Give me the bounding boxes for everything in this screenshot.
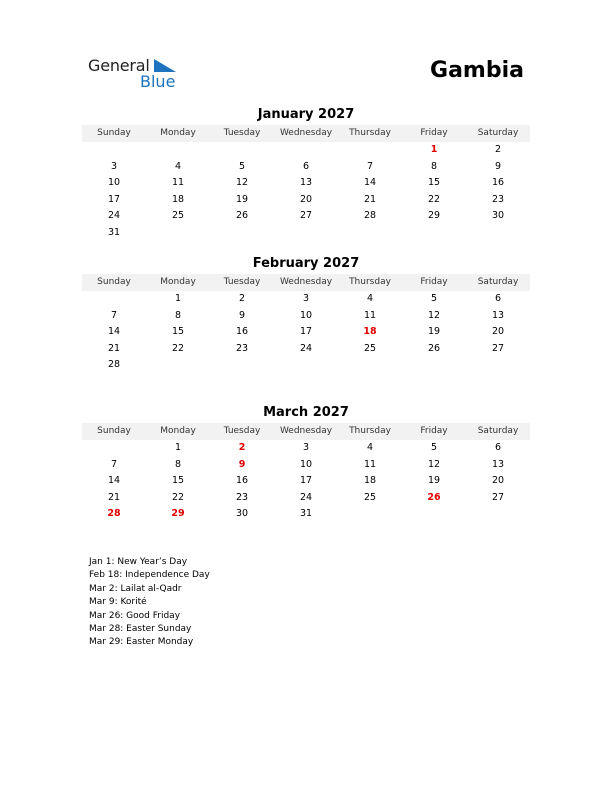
date-cell: 30 bbox=[491, 210, 505, 222]
date-cell: 17 bbox=[299, 326, 313, 338]
month-title: January 2027 bbox=[257, 107, 355, 122]
holiday-date-cell: 18 bbox=[363, 326, 377, 338]
week-row bbox=[82, 341, 530, 358]
date-cell: 16 bbox=[235, 475, 249, 487]
month-title: February 2027 bbox=[252, 256, 360, 271]
weekday-label: Friday bbox=[420, 277, 448, 287]
date-cell: 2 bbox=[238, 293, 246, 304]
date-cell bbox=[210, 225, 274, 242]
week-row bbox=[82, 457, 530, 474]
week-row bbox=[82, 324, 530, 341]
generalblue-logo bbox=[88, 56, 188, 92]
holiday-list-item: Mar 2: Lailat al-Qadr bbox=[89, 583, 182, 594]
date-cell bbox=[338, 142, 402, 159]
weekday-label: Wednesday bbox=[279, 426, 333, 436]
date-cell: 6 bbox=[302, 160, 310, 172]
holiday-date-cell: 1 bbox=[430, 144, 438, 155]
date-cell: 20 bbox=[299, 193, 313, 205]
date-cell bbox=[146, 357, 210, 374]
holiday-date-cell: 2 bbox=[238, 442, 246, 453]
date-cell: 6 bbox=[494, 442, 502, 453]
date-cell: 25 bbox=[363, 342, 377, 354]
weekday-label: Monday bbox=[160, 128, 196, 138]
date-cell: 8 bbox=[174, 309, 182, 321]
date-cell bbox=[146, 142, 210, 159]
date-cell: 27 bbox=[491, 342, 505, 354]
date-cell: 20 bbox=[491, 326, 505, 338]
date-cell bbox=[338, 357, 402, 374]
date-cell: 19 bbox=[427, 326, 441, 338]
date-cell bbox=[466, 506, 530, 523]
date-cell bbox=[82, 440, 146, 457]
date-cell: 5 bbox=[430, 442, 438, 453]
date-cell: 13 bbox=[491, 309, 505, 321]
date-cell bbox=[274, 225, 338, 242]
month-calendar bbox=[82, 256, 530, 374]
date-cell bbox=[210, 357, 274, 374]
date-cell: 21 bbox=[107, 491, 121, 503]
date-cell: 23 bbox=[235, 491, 249, 503]
date-cell: 11 bbox=[363, 309, 377, 321]
date-cell: 23 bbox=[491, 193, 505, 205]
holiday-list-item: Feb 18: Independence Day bbox=[89, 570, 210, 581]
date-cell: 14 bbox=[363, 177, 377, 189]
date-cell bbox=[338, 225, 402, 242]
date-cell: 25 bbox=[363, 491, 377, 503]
country-title: Gambia bbox=[430, 58, 524, 83]
weekday-label: Saturday bbox=[477, 277, 519, 287]
weekday-label: Thursday bbox=[349, 128, 391, 138]
logo-text-general: General bbox=[88, 56, 150, 75]
weekday-label: Wednesday bbox=[279, 128, 333, 138]
date-cell: 12 bbox=[427, 458, 441, 470]
week-row bbox=[82, 490, 530, 507]
holiday-date-cell: 9 bbox=[238, 458, 246, 470]
date-cell: 10 bbox=[299, 309, 313, 321]
date-cell bbox=[82, 142, 146, 159]
week-row bbox=[82, 225, 530, 242]
date-cell: 4 bbox=[174, 160, 182, 172]
date-cell: 25 bbox=[171, 210, 185, 222]
date-cell: 22 bbox=[427, 193, 441, 205]
week-row bbox=[82, 159, 530, 176]
month-calendar bbox=[82, 405, 530, 523]
weekday-label: Saturday bbox=[477, 426, 519, 436]
date-cell: 24 bbox=[299, 491, 313, 503]
month-title: March 2027 bbox=[263, 405, 349, 420]
weekday-label: Tuesday bbox=[223, 277, 261, 287]
date-cell: 21 bbox=[363, 193, 377, 205]
date-cell: 10 bbox=[299, 458, 313, 470]
date-cell: 27 bbox=[491, 491, 505, 503]
date-cell: 5 bbox=[238, 160, 246, 172]
date-cell: 11 bbox=[171, 177, 185, 189]
date-cell bbox=[338, 506, 402, 523]
date-cell: 22 bbox=[171, 491, 185, 503]
date-cell: 14 bbox=[107, 475, 121, 487]
date-cell: 7 bbox=[110, 309, 118, 321]
week-row bbox=[82, 357, 530, 374]
date-cell: 27 bbox=[299, 210, 313, 222]
month-calendar bbox=[82, 107, 530, 242]
logo-text-blue: Blue bbox=[140, 72, 176, 91]
week-row bbox=[82, 208, 530, 225]
weekday-label: Friday bbox=[420, 426, 448, 436]
date-cell: 3 bbox=[110, 160, 118, 172]
week-row bbox=[82, 473, 530, 490]
date-cell: 26 bbox=[427, 342, 441, 354]
date-cell: 15 bbox=[171, 475, 185, 487]
week-row bbox=[82, 506, 530, 523]
date-cell: 21 bbox=[107, 342, 121, 354]
weekday-label: Wednesday bbox=[279, 277, 333, 287]
date-cell: 4 bbox=[366, 442, 374, 453]
date-cell: 3 bbox=[302, 442, 310, 453]
logo-triangle-icon bbox=[154, 59, 176, 72]
date-cell: 4 bbox=[366, 293, 374, 304]
date-cell bbox=[274, 142, 338, 159]
date-cell: 24 bbox=[299, 342, 313, 354]
date-cell: 20 bbox=[491, 475, 505, 487]
date-cell: 3 bbox=[302, 293, 310, 304]
holiday-list-item: Mar 26: Good Friday bbox=[89, 610, 181, 621]
date-cell: 9 bbox=[238, 309, 246, 321]
date-cell: 24 bbox=[107, 210, 121, 222]
date-cell: 22 bbox=[171, 342, 185, 354]
weekday-header-row bbox=[82, 423, 530, 440]
date-cell: 17 bbox=[299, 475, 313, 487]
holiday-list-item: Mar 9: Korité bbox=[89, 597, 147, 608]
weekday-header-row bbox=[82, 125, 530, 142]
holiday-list-item: Mar 29: Easter Monday bbox=[89, 637, 194, 648]
date-cell: 9 bbox=[494, 160, 502, 172]
date-cell: 31 bbox=[299, 508, 313, 520]
week-row bbox=[82, 142, 530, 159]
date-cell: 26 bbox=[235, 210, 249, 222]
weekday-label: Friday bbox=[420, 128, 448, 138]
weekday-label: Tuesday bbox=[223, 426, 261, 436]
date-cell: 10 bbox=[107, 177, 121, 189]
week-row bbox=[82, 175, 530, 192]
week-row bbox=[82, 440, 530, 457]
weekday-label: Sunday bbox=[97, 128, 131, 138]
date-cell: 1 bbox=[174, 442, 182, 453]
date-cell: 19 bbox=[427, 475, 441, 487]
date-cell: 13 bbox=[299, 177, 313, 189]
date-cell bbox=[466, 357, 530, 374]
date-cell: 1 bbox=[174, 293, 182, 304]
date-cell bbox=[402, 357, 466, 374]
week-row bbox=[82, 308, 530, 325]
date-cell: 28 bbox=[363, 210, 377, 222]
date-cell bbox=[402, 506, 466, 523]
date-cell: 15 bbox=[427, 177, 441, 189]
date-cell bbox=[82, 291, 146, 308]
date-cell: 17 bbox=[107, 193, 121, 205]
weekday-label: Sunday bbox=[97, 426, 131, 436]
date-cell: 23 bbox=[235, 342, 249, 354]
date-cell: 19 bbox=[235, 193, 249, 205]
date-cell: 5 bbox=[430, 293, 438, 304]
holiday-date-cell: 28 bbox=[107, 508, 121, 520]
holiday-list-item: Mar 28: Easter Sunday bbox=[89, 624, 192, 635]
date-cell: 2 bbox=[494, 144, 502, 155]
date-cell bbox=[274, 357, 338, 374]
date-cell: 12 bbox=[235, 177, 249, 189]
weekday-label: Tuesday bbox=[223, 128, 261, 138]
weekday-label: Thursday bbox=[349, 277, 391, 287]
date-cell: 16 bbox=[235, 326, 249, 338]
date-cell: 15 bbox=[171, 326, 185, 338]
date-cell: 31 bbox=[107, 226, 121, 238]
date-cell: 11 bbox=[363, 458, 377, 470]
week-row bbox=[82, 192, 530, 209]
weekday-header-row bbox=[82, 274, 530, 291]
holiday-list bbox=[89, 556, 210, 650]
date-cell: 12 bbox=[427, 309, 441, 321]
date-cell bbox=[466, 225, 530, 242]
date-cell: 16 bbox=[491, 177, 505, 189]
date-cell: 13 bbox=[491, 458, 505, 470]
date-cell: 30 bbox=[235, 508, 249, 520]
date-cell: 8 bbox=[430, 160, 438, 172]
weekday-label: Monday bbox=[160, 426, 196, 436]
holiday-date-cell: 29 bbox=[171, 508, 185, 520]
date-cell: 7 bbox=[366, 160, 374, 172]
date-cell: 14 bbox=[107, 326, 121, 338]
date-cell: 18 bbox=[171, 193, 185, 205]
date-cell: 8 bbox=[174, 458, 182, 470]
week-row bbox=[82, 291, 530, 308]
date-cell bbox=[146, 225, 210, 242]
date-cell: 18 bbox=[363, 475, 377, 487]
date-cell: 28 bbox=[107, 359, 121, 371]
date-cell bbox=[402, 225, 466, 242]
date-cell bbox=[210, 142, 274, 159]
holiday-list-item: Jan 1: New Year’s Day bbox=[89, 557, 188, 567]
weekday-label: Saturday bbox=[477, 128, 519, 138]
holiday-date-cell: 26 bbox=[427, 491, 441, 503]
weekday-label: Thursday bbox=[349, 426, 391, 436]
date-cell: 7 bbox=[110, 458, 118, 470]
weekday-label: Monday bbox=[160, 277, 196, 287]
date-cell: 6 bbox=[494, 293, 502, 304]
weekday-label: Sunday bbox=[97, 277, 131, 287]
date-cell: 29 bbox=[427, 210, 441, 222]
